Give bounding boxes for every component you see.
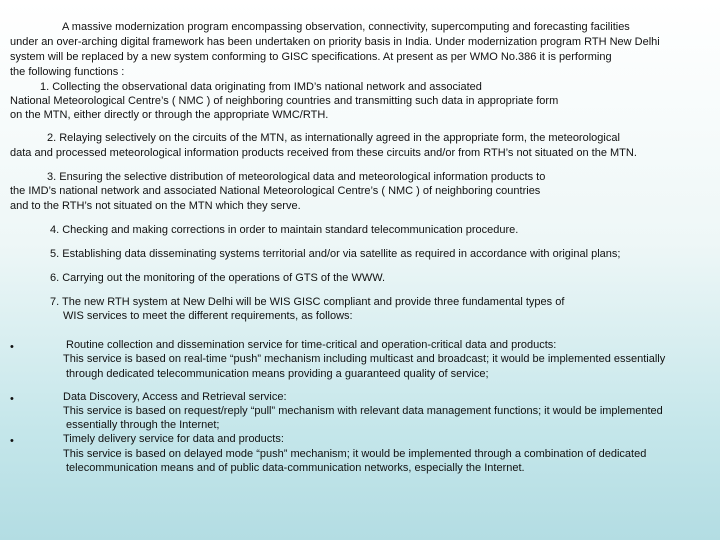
function-6-line: 6. Carrying out the monitoring of the operations of GTS of the WWW. [50,272,386,284]
intro-line: system will be replaced by a new system conforming to GISC specifications. At present as per WMO No.386 it is performing [10,51,612,63]
function-1-line: on the MTN, either directly or through the appropriate WMC/RTH. [10,109,329,121]
intro-line: A massive modernization program encompassing observation, connectivity, supercomputing and forecasting facilities [62,21,630,33]
function-1-line: 1. Collecting the observational data originating from IMD’s national network and associated [40,81,482,93]
service-3-line: This service is based on delayed mode “push” mechanism; it would be implemented through a combination of dedicated [63,448,647,460]
service-3-line: telecommunication means and of public data-communication networks, especially the Internet. [66,462,525,474]
intro-line: the following functions : [10,66,125,78]
function-3-line: 3. Ensuring the selective distribution of meteorological data and meteorological information products to [47,171,546,183]
bullet-icon: • [10,435,14,447]
function-1-line: National Meteorological Centre’s ( NMC ) of neighboring countries and transmitting such data in appropriate form [10,95,559,107]
bullet-icon: • [10,393,14,405]
bullet-icon: • [10,341,14,353]
function-3-line: and to the RTH’s not situated on the MTN which they serve. [10,200,301,212]
service-2-line: Data Discovery, Access and Retrieval service: [63,391,287,403]
function-2-line: data and processed meteorological information products received from these circuits and/or from RTH’s not situated on the MTN. [10,147,637,159]
function-3-line: the IMD’s national network and associated National Meteorological Centre’s ( NMC ) of neighboring countries [10,185,541,197]
intro-line: under an over-arching digital framework has been undertaken on priority basis in India. Under modernization program RTH New Delhi [10,36,660,48]
function-7-line: WIS services to meet the different requirements, as follows: [63,310,353,322]
service-1-line: through dedicated telecommunication means providing a guaranteed quality of service; [66,368,489,380]
function-5-line: 5. Establishing data disseminating systems territorial and/or via satellite as required in accordance with original plans; [50,248,621,260]
function-7-line: 7. The new RTH system at New Delhi will be WIS GISC compliant and provide three fundamental types of [50,296,565,308]
function-4-line: 4. Checking and making corrections in order to maintain standard telecommunication procedure. [50,224,519,236]
service-1-line: Routine collection and dissemination service for time-critical and operation-critical data and products: [66,339,557,351]
service-2-line: essentially through the Internet; [66,419,220,431]
service-1-line: This service is based on real-time “push” mechanism including multicast and broadcast; it would be implemented essentially [63,353,666,365]
service-3-line: Timely delivery service for data and products: [63,433,284,445]
function-2-line: 2. Relaying selectively on the circuits of the MTN, as internationally agreed in the appropriate form, the meteorological [47,132,620,144]
service-2-line: This service is based on request/reply “pull” mechanism with relevant data management functions; it would be implemented [63,405,663,417]
